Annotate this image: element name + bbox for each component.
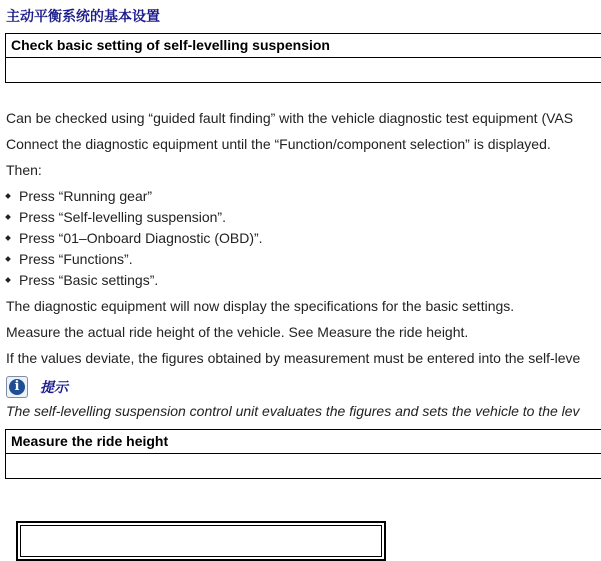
section-measure-ride-height bbox=[5, 429, 601, 479]
section-empty-row bbox=[6, 58, 601, 82]
figure-inner-border bbox=[20, 525, 382, 557]
section-heading: Measure the ride height bbox=[6, 430, 601, 454]
bullet-icon bbox=[5, 256, 11, 262]
list-item: Press “Basic settings”. bbox=[6, 272, 158, 288]
list-item: Press “01–Onboard Diagnostic (OBD)”. bbox=[6, 230, 263, 246]
page-title: 主动平衡系统的基本设置 bbox=[6, 9, 160, 25]
info-icon: i bbox=[6, 376, 28, 398]
bullet-icon bbox=[5, 235, 11, 241]
note-text: The self-levelling suspension control unit evaluates the figures and sets the vehicle to the lev bbox=[6, 403, 580, 419]
bullet-icon bbox=[5, 214, 11, 220]
paragraph-checked-using: Can be checked using “guided fault finding” with the vehicle diagnostic test equipment (VAS bbox=[6, 110, 574, 126]
figure-frame bbox=[16, 521, 386, 561]
section-empty-row bbox=[6, 454, 601, 478]
paragraph-display-specs: The diagnostic equipment will now display the specifications for the basic settings. bbox=[6, 298, 515, 314]
bullet-icon bbox=[5, 193, 11, 199]
list-item: Press “Self-levelling suspension”. bbox=[6, 209, 226, 225]
section-heading: Check basic setting of self-levelling suspension bbox=[6, 34, 601, 58]
note-label: 提示 bbox=[40, 380, 68, 396]
paragraph-connect-equipment: Connect the diagnostic equipment until the “Function/component selection” is displayed. bbox=[6, 136, 551, 152]
paragraph-values-deviate: If the values deviate, the figures obtained by measurement must be entered into the self-leve bbox=[6, 350, 581, 366]
paragraph-then: Then: bbox=[6, 162, 42, 178]
list-item: Press “Running gear” bbox=[6, 188, 152, 204]
section-check-basic-setting bbox=[5, 33, 601, 83]
list-item: Press “Functions”. bbox=[6, 251, 133, 267]
link-measure-ride-height[interactable]: Measure the actual ride height of the vehicle. See Measure the ride height. bbox=[6, 324, 469, 340]
bullet-icon bbox=[5, 277, 11, 283]
